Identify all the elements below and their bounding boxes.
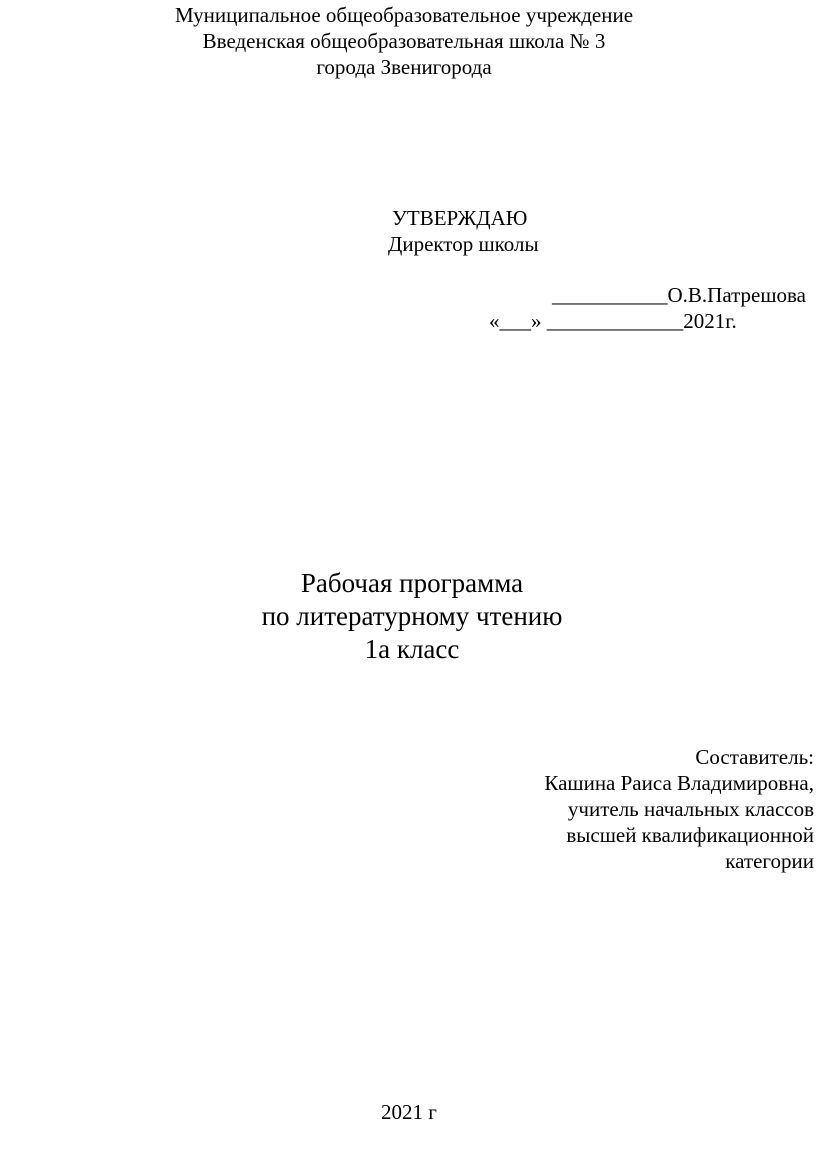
program-title: [0, 567, 816, 666]
approval-signature-line: ___________О.В.Патрешова: [552, 283, 806, 307]
approval-title: УТВЕРЖДАЮ: [392, 206, 528, 230]
author-qualification-1: высшей квалификационной: [566, 823, 814, 847]
author-position: учитель начальных классов: [567, 797, 814, 821]
author-qualification-2: категории: [725, 849, 814, 873]
program-title-line-1: Рабочая программа: [300, 568, 524, 598]
header-line-1: Муниципальное общеобразовательное учреждение: [174, 3, 634, 27]
approval-role: Директор школы: [388, 232, 539, 256]
header-line-2: Введенская общеобразовательная школа № 3: [202, 29, 606, 53]
program-title-line-2: по литературному чтению: [261, 601, 563, 631]
footer-year: 2021 г: [381, 1100, 437, 1124]
header-line-3: города Звенигорода: [316, 55, 492, 79]
author-name: Кашина Раиса Владимировна,: [544, 771, 814, 795]
author-label: Составитель:: [695, 745, 814, 769]
program-title-line-3: 1а класс: [364, 634, 460, 664]
approval-date-line: «___» _____________2021г.: [489, 309, 737, 333]
school-header: [0, 2, 816, 80]
author-block: [544, 744, 814, 874]
